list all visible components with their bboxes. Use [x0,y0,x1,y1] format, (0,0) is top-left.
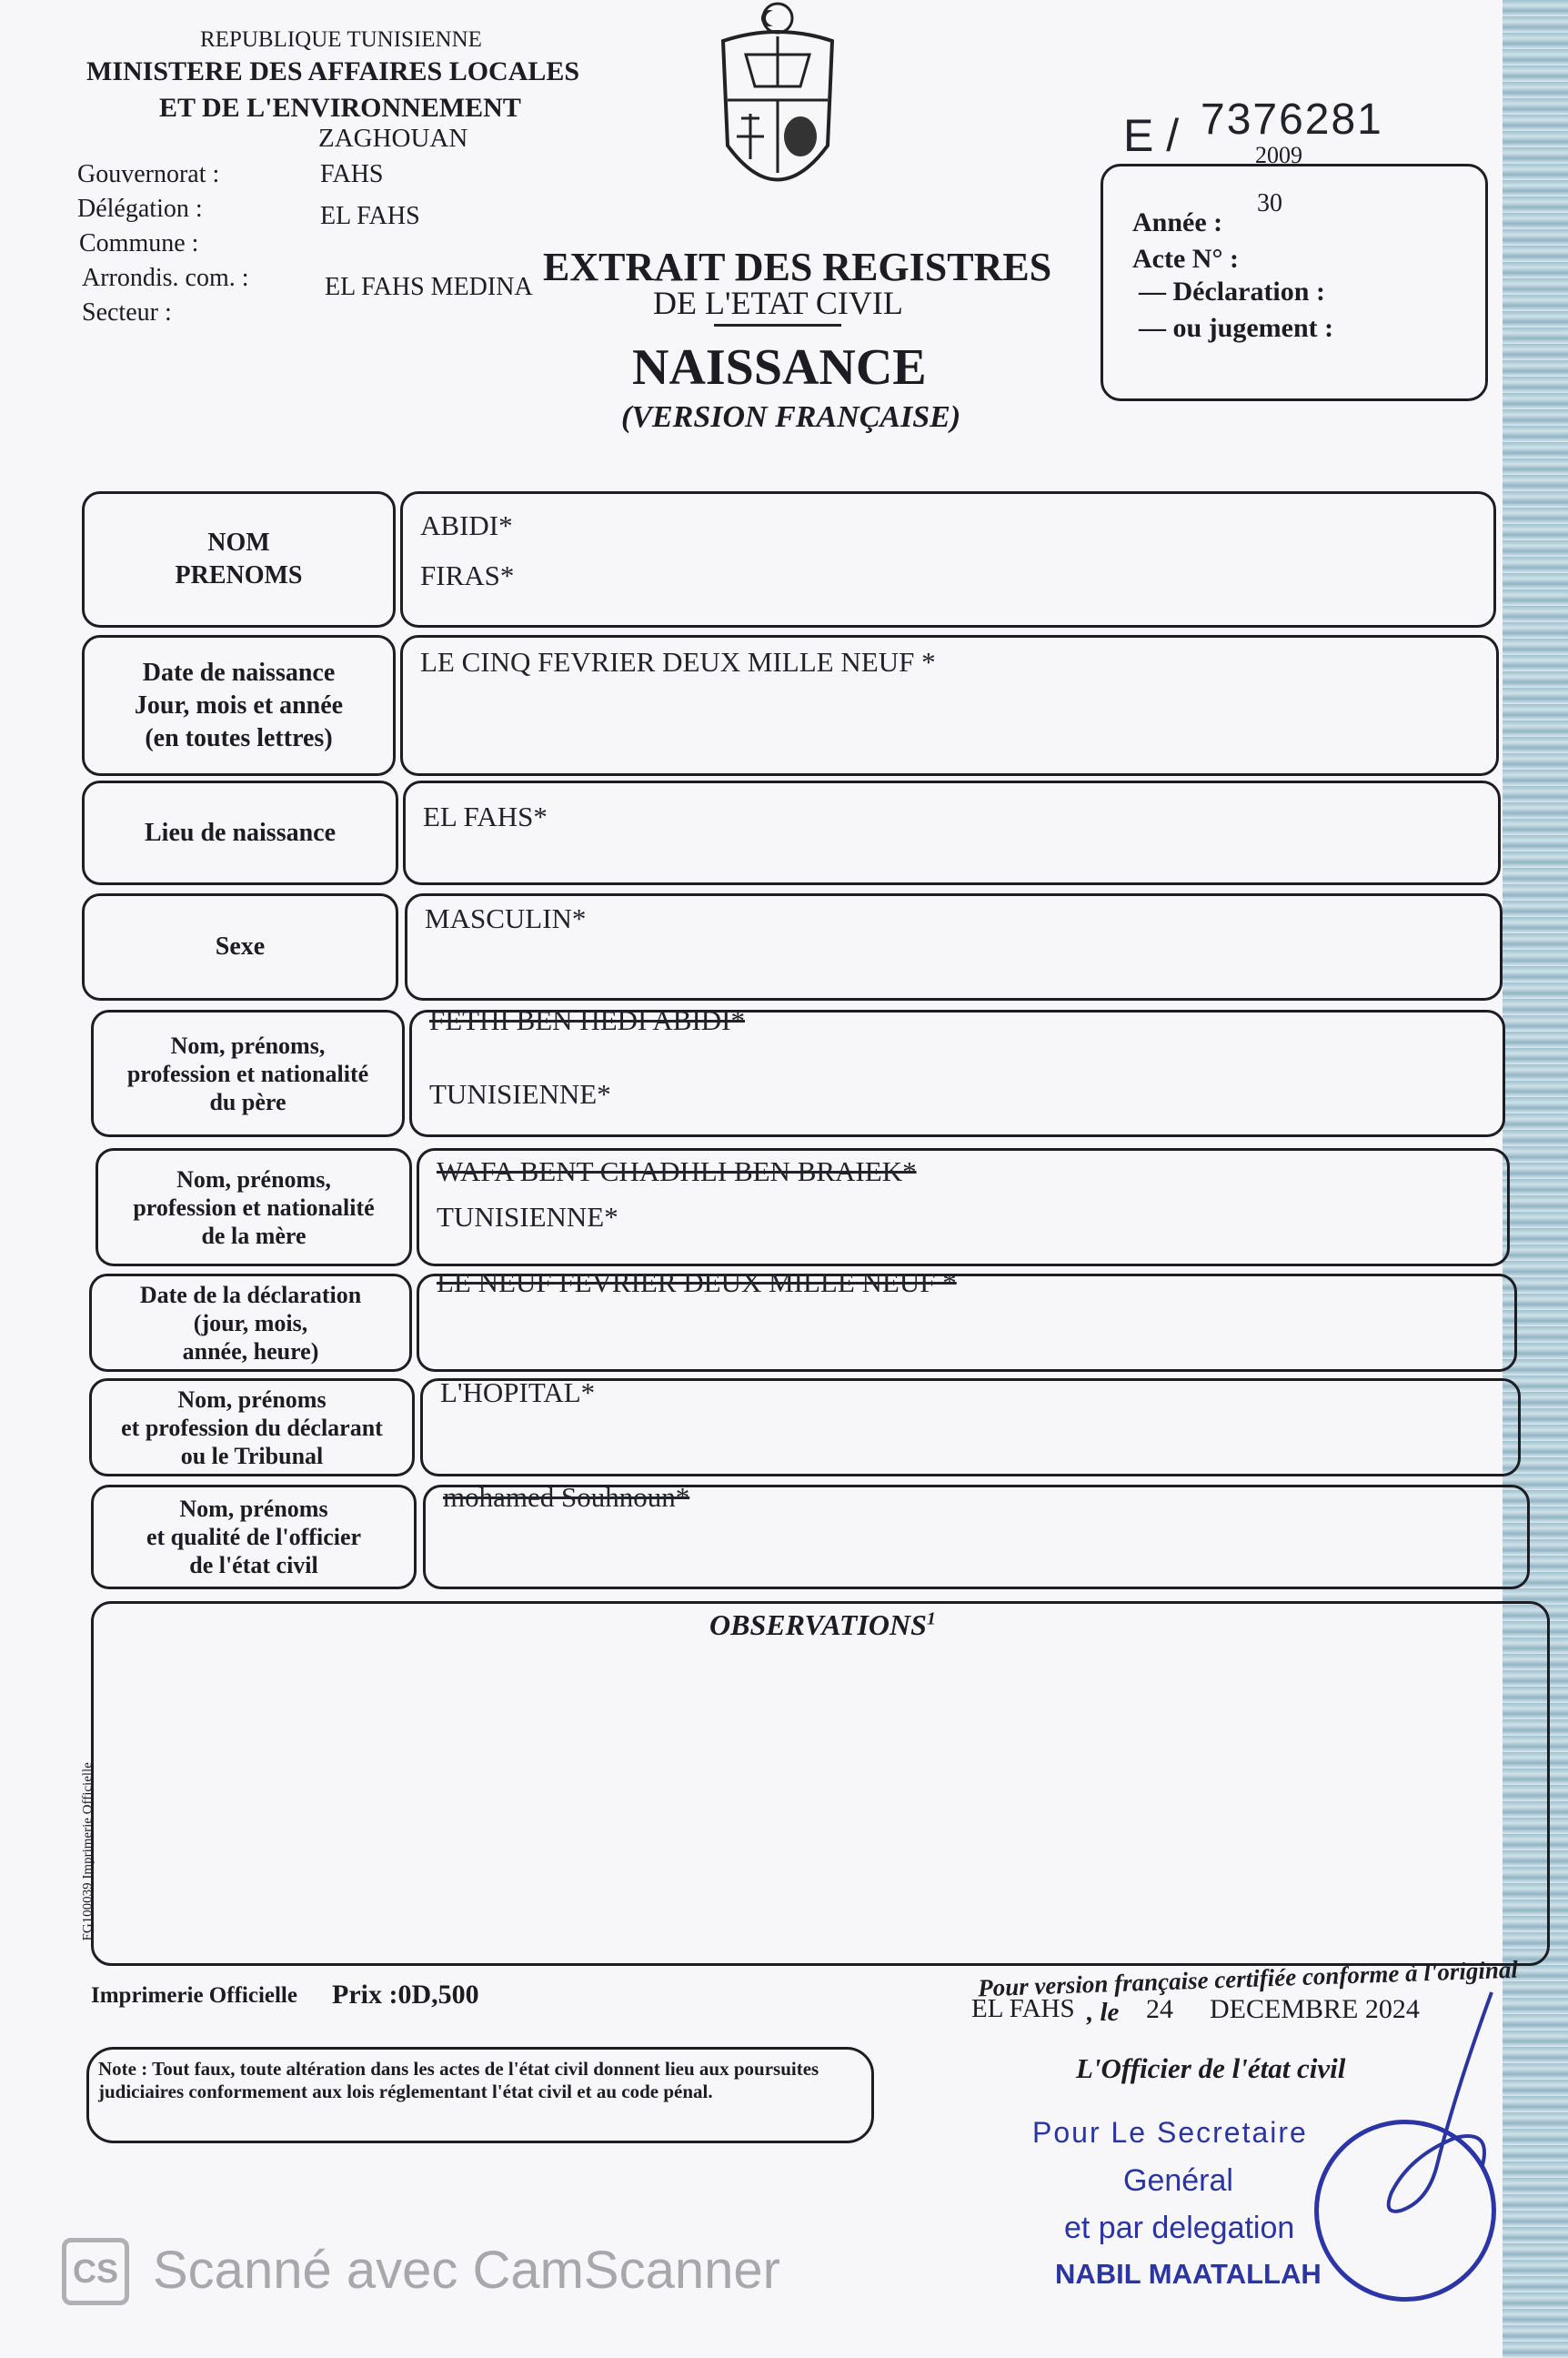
note-body: Tout faux, toute altération dans les actes de l'état civil donnent lieu aux poursuites judiciaires conformement aux lois réglementant l'état civil et au code pénal. [98,2058,819,2102]
row-value-box-2 [403,781,1501,885]
serial-number: 7376281 [1201,96,1383,144]
officer-label: L'Officier de l'état civil [1076,2052,1346,2084]
annee-label: Année : [1132,207,1223,237]
price-label: Prix :0D,500 [332,1980,479,2010]
camscanner-logo-icon [62,2238,129,2305]
row-label-text: Lieu de naissance [144,818,337,847]
row-label-text: NOM PRENOMS [175,529,303,590]
row-label-4 [91,1010,405,1137]
certified-text: Pour version française certifiée conforme à l'original [977,1955,1519,2002]
date-day: 24 [1146,1994,1173,2024]
row-label-3 [82,893,398,1001]
acte-label: Acte N° : [1132,244,1239,274]
observations-sup: 1 [926,1608,936,1629]
row-value-3-0: MASCULIN* [425,902,587,934]
row-value-0-1: FIRAS* [420,559,515,591]
row-label-text: Nom, prénoms, profession et nationalité de la mère [133,1165,375,1249]
row-label-7 [89,1378,415,1476]
gouvernorat-label: Gouvernorat : [77,160,220,188]
gouvernorat-value: FAHS [320,160,384,188]
signature-icon [1346,1983,1510,2238]
arrondissement-value: EL FAHS MEDINA [325,273,533,301]
row-value-6-0: LE NEUF FEVRIER DEUX MILLE NEUF * [437,1266,957,1298]
row-label-text: Nom, prénoms, profession et nationalité du père [126,1032,369,1115]
row-value-5-0: WAFA BENT CHADHLI BEN BRAIEK* [437,1155,917,1187]
stamp-line3: et par delegation [1064,2211,1295,2245]
title-line2: DE L'ETAT CIVIL [653,285,903,321]
acte-value: 30 [1257,189,1282,217]
arrondissement-label: Arrondis. com. : [82,264,249,292]
title-sub: (VERSION FRANÇAISE) [621,400,961,434]
row-label-8 [91,1485,417,1589]
observations-label [709,1608,936,1642]
row-value-5-1: TUNISIENNE* [437,1201,618,1233]
row-label-text: Date de naissance Jour, mois et année (en toutes lettres) [134,658,344,752]
declaration-label: — Déclaration : [1139,277,1325,307]
observations-box [91,1601,1550,1966]
date-le: , le [1087,1998,1120,2027]
note-label: Note : [98,2058,148,2080]
row-label-6 [89,1274,412,1372]
republic-label: REPUBLIQUE TUNISIENNE [200,27,482,52]
row-label-1 [82,635,396,776]
title-main: NAISSANCE [632,339,927,396]
row-value-box-0 [400,491,1496,628]
delegation-label: Délégation : [77,195,203,223]
annee-value: 2009 [1255,142,1302,168]
stamp-line1: Pour Le Secretaire [1032,2116,1308,2149]
commune-label: Commune : [79,229,199,257]
row-label-0 [82,491,396,628]
row-value-7-0: L'HOPITAL* [440,1376,596,1408]
row-value-8-0: mohamed Souhnoun* [443,1481,690,1513]
title-divider [714,324,841,327]
row-label-5 [95,1148,412,1266]
secteur-label: Secteur : [82,298,172,327]
stamp-name: NABIL MAATALLAH [1055,2258,1322,2290]
row-label-text: Sexe [215,932,266,961]
title-line1: EXTRAIT DES REGISTRES [543,245,1052,289]
date-month-year: DECEMBRE 2024 [1210,1994,1420,2024]
paper-security-edge [1503,0,1568,2358]
row-value-0-0: ABIDI* [420,509,513,541]
row-label-2 [82,781,398,885]
camscanner-watermark: Scanné avec CamScanner [153,2241,780,2300]
row-value-4-1: TUNISIENNE* [429,1078,611,1110]
note-text [98,2058,867,2103]
delegation-value: EL FAHS [320,202,420,230]
observations-text: OBSERVATIONS [709,1608,927,1641]
ministry-line2: ET DE L'ENVIRONNEMENT [159,93,521,123]
place-value: EL FAHS [971,1994,1075,2023]
jugement-label: — ou jugement : [1139,313,1334,343]
row-label-text: Nom, prénoms et qualité de l'officier de l'état civil [146,1496,362,1578]
row-value-1-0: LE CINQ FEVRIER DEUX MILLE NEUF * [420,646,936,678]
region-label: ZAGHOUAN [318,124,468,153]
camscanner-logo-text: CS [72,2252,118,2290]
tunisia-coat-of-arms-icon [709,0,846,218]
row-label-text: Nom, prénoms et profession du déclarant ou le Tribunal [121,1386,383,1469]
row-value-2-0: EL FAHS* [423,801,548,832]
serial-prefix: E / [1123,110,1180,161]
side-print: FG100039 Imprimerie Officielle [80,1762,95,1941]
ministry-line1: MINISTERE DES AFFAIRES LOCALES [86,56,580,86]
printer-label: Imprimerie Officielle [91,1983,297,2008]
row-value-4-0: FETHI BEN HEDI ABIDI* [429,1004,745,1036]
row-label-text: Date de la déclaration (jour, mois, année, heure) [139,1281,362,1365]
stamp-line2: Genéral [1123,2163,1233,2198]
